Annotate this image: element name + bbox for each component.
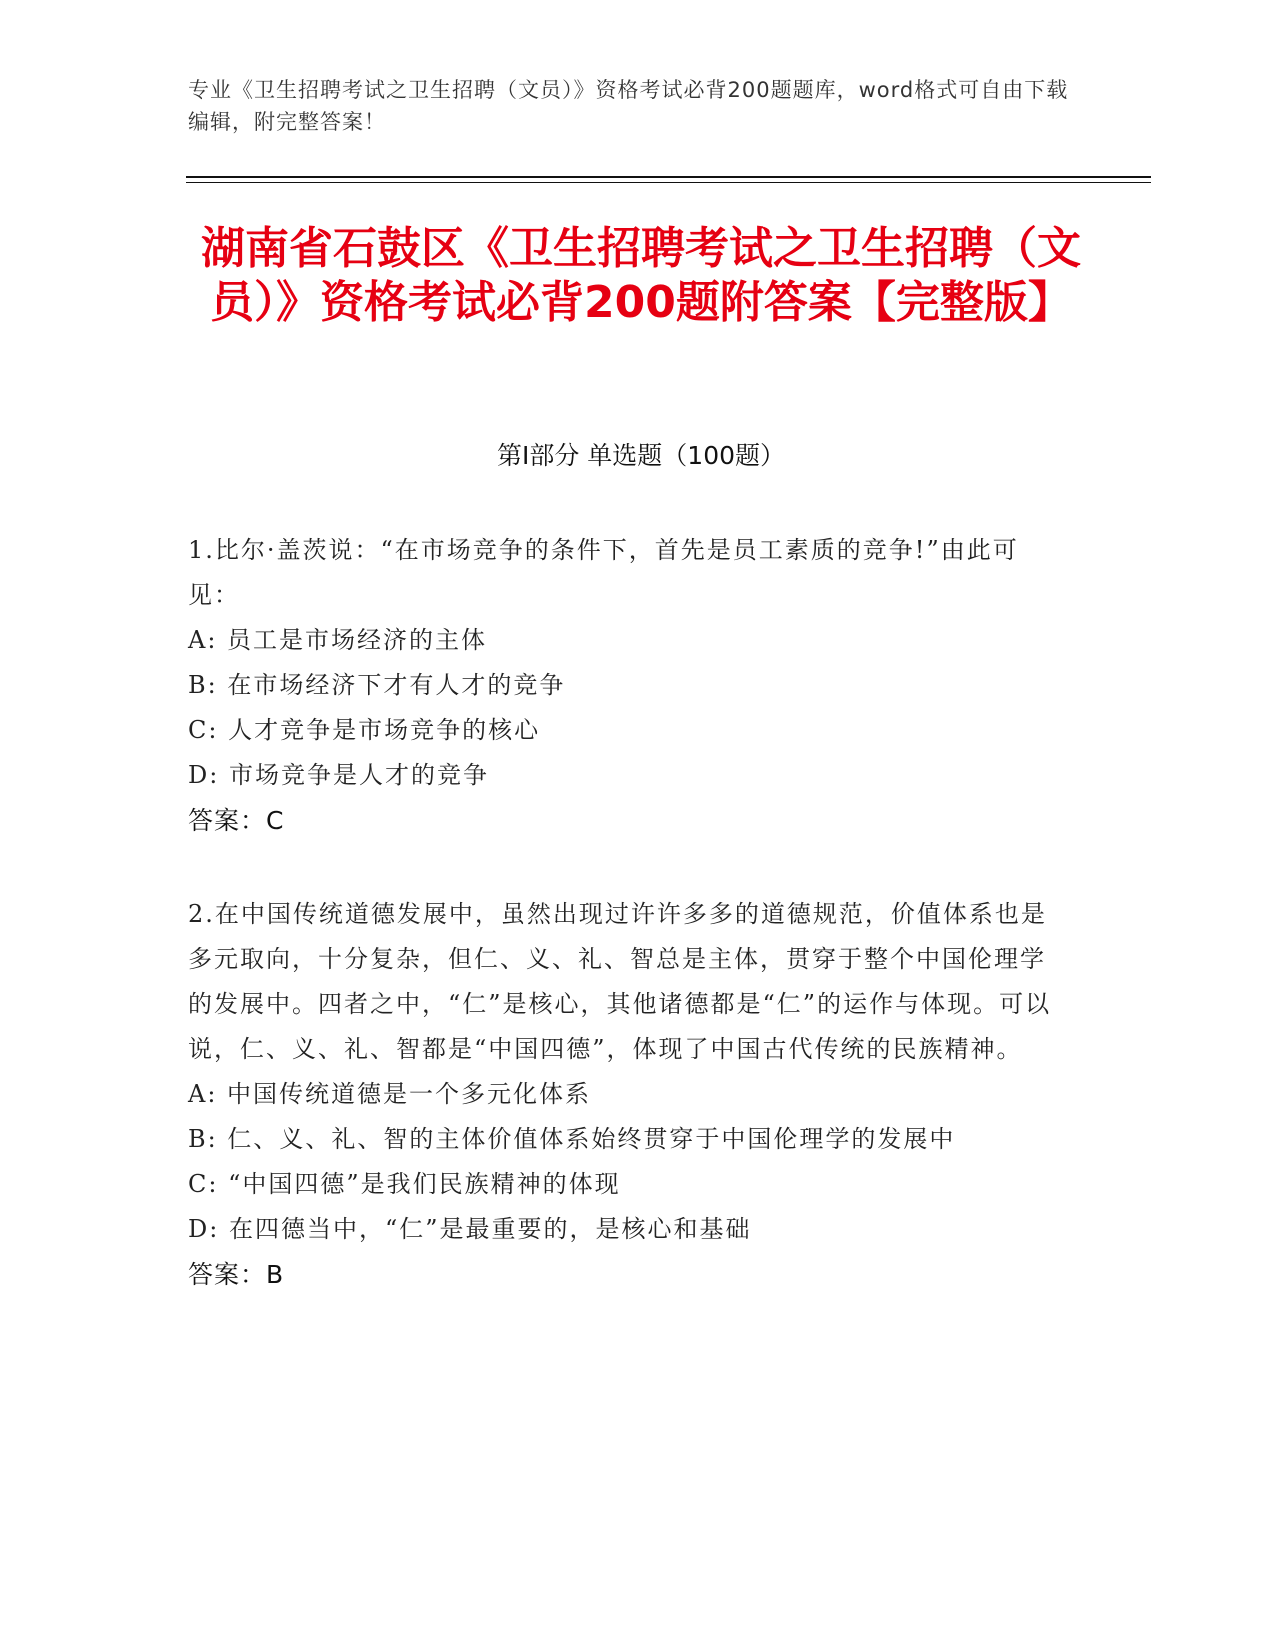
option-a: A: 员工是市场经济的主体: [188, 626, 488, 654]
document-title: 湖南省石鼓区《卫生招聘考试之卫生招聘（文员）》资格考试必背200题附答案【完整版】: [201, 223, 1081, 328]
option-b: B: 在市场经济下才有人才的竞争: [188, 671, 566, 699]
option-d: D: 市场竞争是人才的竞争: [188, 761, 489, 789]
answer-label: 答案：C: [188, 806, 285, 835]
header-note: 专业《卫生招聘考试之卫生招聘（文员）》资格考试必背200题题库，word格式可自由下载编辑，附完整答案！: [188, 78, 1069, 134]
question-2: [188, 892, 1068, 1297]
option-c: C: 人才竞争是市场竞争的核心: [188, 716, 541, 744]
section-heading: 第Ⅰ部分 单选题（100题）: [496, 441, 786, 470]
option-b: B: 仁、义、礼、智的主体价值体系始终贯穿于中国伦理学的发展中: [188, 1125, 956, 1153]
header-divider-thin: [186, 182, 1151, 183]
option-c: C: “中国四德”是我们民族精神的体现: [188, 1170, 621, 1198]
question-1: [188, 528, 1068, 843]
question-stem: 2.在中国传统道德发展中，虽然出现过许许多多的道德规范，价值体系也是多元取向，十分复杂，但仁、义、礼、智总是主体，贯穿于整个中国伦理学的发展中。四者之中，“仁”是核心，其他诸德都是“仁”的运作与体现。可以说，仁、义、礼、智都是“中国四德”，体现了中国古代传统的民族精神。: [188, 900, 1052, 1063]
header-divider-thick: [186, 176, 1151, 178]
question-stem: 1.比尔·盖茨说：“在市场竞争的条件下，首先是员工素质的竞争!”由此可见：: [188, 536, 1019, 609]
option-a: A: 中国传统道德是一个多元化体系: [188, 1080, 592, 1108]
answer-label: 答案：B: [188, 1260, 285, 1289]
option-d: D: 在四德当中，“仁”是最重要的，是核心和基础: [188, 1215, 752, 1243]
